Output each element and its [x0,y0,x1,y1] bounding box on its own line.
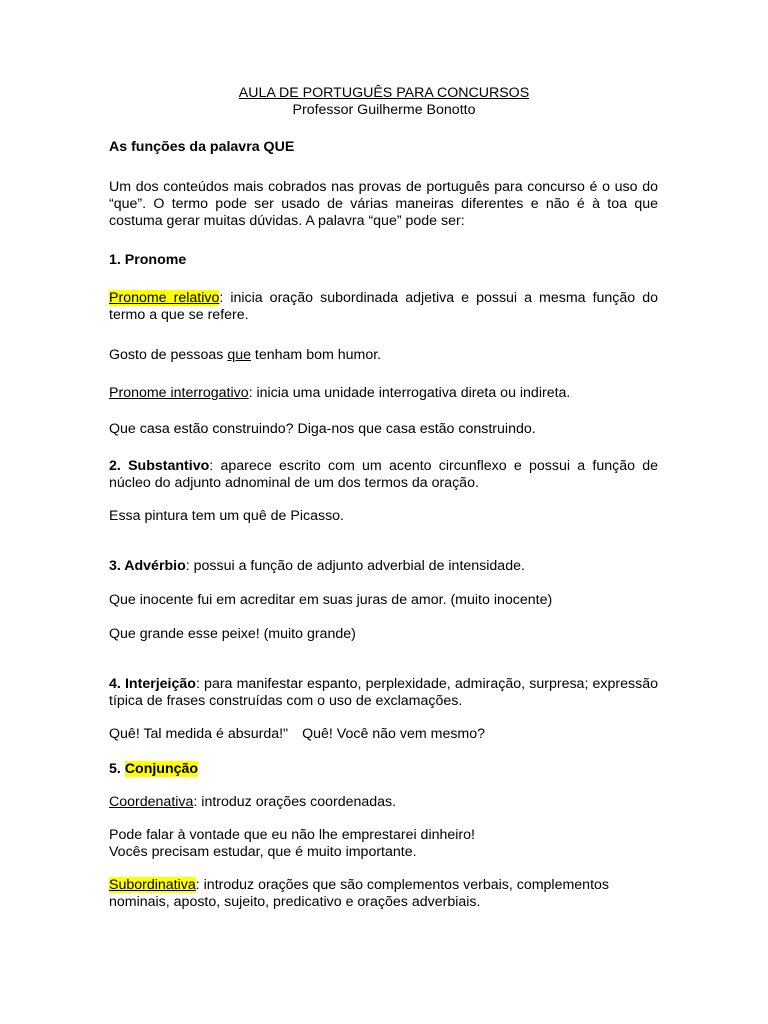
example-coordenativa-1: Pode falar à vontade que eu não lhe emprestarei dinheiro! [109,827,475,843]
substantivo-text: : aparece escrito com um acento circunflexo e possui a função de núcleo do adjunto adnominal de um dos termos da oração. [109,458,658,491]
example-adverbio-1: Que inocente fui em acreditar em suas juras de amor. (muito inocente) [109,592,553,608]
substantivo-paragraph [109,458,658,492]
example-text: Quê! Tal medida é absurda!" [109,726,289,742]
conjuncao-term: Conjunção [124,761,199,777]
coordenativa-paragraph [109,794,658,811]
coordenativa-term: Coordenativa [109,794,194,810]
document-title: AULA DE PORTUGUÊS PARA CONCURSOS [238,85,530,101]
section-1-title: 1. Pronome [109,252,187,268]
pronome-interrogativo-term: Pronome interrogativo [109,385,249,401]
coordenativa-text: : introduz orações coordenadas. [193,794,397,810]
example-substantivo: Essa pintura tem um quê de Picasso. [109,508,345,524]
interjeicao-paragraph [109,676,658,710]
pronome-interrogativo-text: : inicia uma unidade interrogativa direta ou indireta. [248,385,571,401]
example-adverbio-2: Que grande esse peixe! (muito grande) [109,626,356,642]
interjeicao-text: : para manifestar espanto, perplexidade, admiração, surpresa; expressão típica de frases construídas com o uso de exclamações. [109,676,658,709]
section-4-title: 4. Interjeição [109,676,196,692]
example-que-underlined: que [227,347,251,363]
document-subtitle: Professor Guilherme Bonotto [292,102,476,118]
pronome-relativo-text: : inicia oração subordinada adjetiva e possui a mesma função do termo a que se refere. [109,290,658,323]
example-pronome-relativo [109,347,658,364]
example-pronome-interrogativo: Que casa estão construindo? Diga-nos que casa estão construindo. [109,421,536,437]
subordinativa-text: : introduz orações que são complementos verbais, complementos nominais, aposto, sujeito, predicativo e orações adverbiais. [109,877,609,910]
example-coordenativa-2: Vocês precisam estudar, que é muito importante. [109,844,417,860]
example-text: tenham bom humor. [250,347,382,363]
pronome-relativo-paragraph [109,290,658,324]
adverbio-text: : possui a função de adjunto adverbial de intensidade. [185,558,525,574]
section-heading: As funções da palavra QUE [109,139,295,155]
adverbio-paragraph [109,558,658,575]
pronome-interrogativo-paragraph [109,385,658,402]
section-5-number: 5. [109,761,125,777]
section-2-title: 2. Substantivo [109,458,210,474]
section-3-title: 3. Advérbio [109,558,186,574]
example-text: Quê! Você não vem mesmo? [302,726,486,742]
intro-paragraph: Um dos conteúdos mais cobrados nas provas de português para concurso é o uso do “que”. O termo pode ser usado de várias maneiras diferentes e não é à toa que costuma gerar muitas dúvidas. A palavra “que” pode ser: [109,179,658,229]
pronome-relativo-term: Pronome relativo [109,290,220,306]
subordinativa-term: Subordinativa [109,877,196,893]
example-text: Gosto de pessoas [109,347,228,363]
example-interjeicao [109,726,658,743]
section-5-title [109,761,658,778]
subordinativa-paragraph [109,877,658,911]
